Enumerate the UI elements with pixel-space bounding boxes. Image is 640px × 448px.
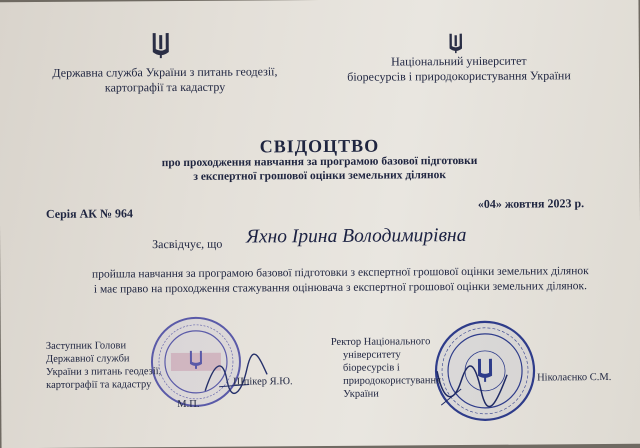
stamp-mark: М.П. — [177, 398, 200, 411]
body-line: пройшла навчання за програмою базової підготовки з експертної грошової оцінки земельних ділянок — [91, 265, 589, 281]
certificate-title: СВІДОЦТВО — [259, 135, 380, 157]
subtitle-line: про проходження навчання за програмою базової підготовки — [161, 154, 478, 170]
certificate-series: Серія АК № 964 — [45, 206, 134, 221]
signatory-left-position: Заступник Голови — [45, 340, 127, 352]
signatory-right-name: Ніколаєнко С.М. — [537, 371, 612, 384]
certificate-body — [60, 264, 620, 298]
signatory-right-position: біоресурсів і — [342, 362, 400, 374]
signatory-left — [46, 339, 162, 392]
signatory-right-position: України — [343, 388, 379, 400]
trident-emblem-right — [449, 31, 463, 55]
subtitle-line: з експертної грошової оцінки земельних ділянок — [193, 169, 447, 183]
certifies-label: Засвідчує, що — [152, 236, 223, 252]
issuer-left-line: картографії та кадастру — [104, 79, 226, 95]
issuer-left-line: Державна служба України з питань геодезії, — [52, 64, 278, 80]
body-line: і має право на проходження стажування оцінювача з експертної грошової оцінки земельних ділянок. — [93, 280, 588, 296]
signatory-right — [331, 335, 441, 401]
issuer-right-line: Національний університет — [391, 53, 527, 69]
signatory-right-position: Ректор Національного — [330, 336, 431, 348]
signature-right — [431, 361, 511, 412]
signatory-left-position: картографії та кадастру — [46, 379, 152, 391]
signatory-left-position: Державної служби — [45, 353, 130, 365]
recipient-name: Яхно Ірина Володимирівна — [246, 224, 467, 248]
signature-left — [201, 350, 271, 398]
certificate-date: «04» жовтня 2023 р. — [477, 196, 585, 211]
certificate-subtitle — [0, 153, 640, 185]
signatory-left-name: Шпікер Я.Ю. — [233, 376, 293, 388]
issuer-right — [339, 53, 579, 85]
trident-emblem-left — [152, 31, 170, 59]
signatory-left-position: України з питань геодезії, — [45, 366, 162, 378]
issuer-left — [47, 64, 283, 96]
signatory-right-position: природокористування — [343, 375, 442, 387]
signatory-right-position: університету — [342, 349, 401, 361]
issuer-right-line: біоресурсів і природокористування України — [347, 68, 571, 84]
